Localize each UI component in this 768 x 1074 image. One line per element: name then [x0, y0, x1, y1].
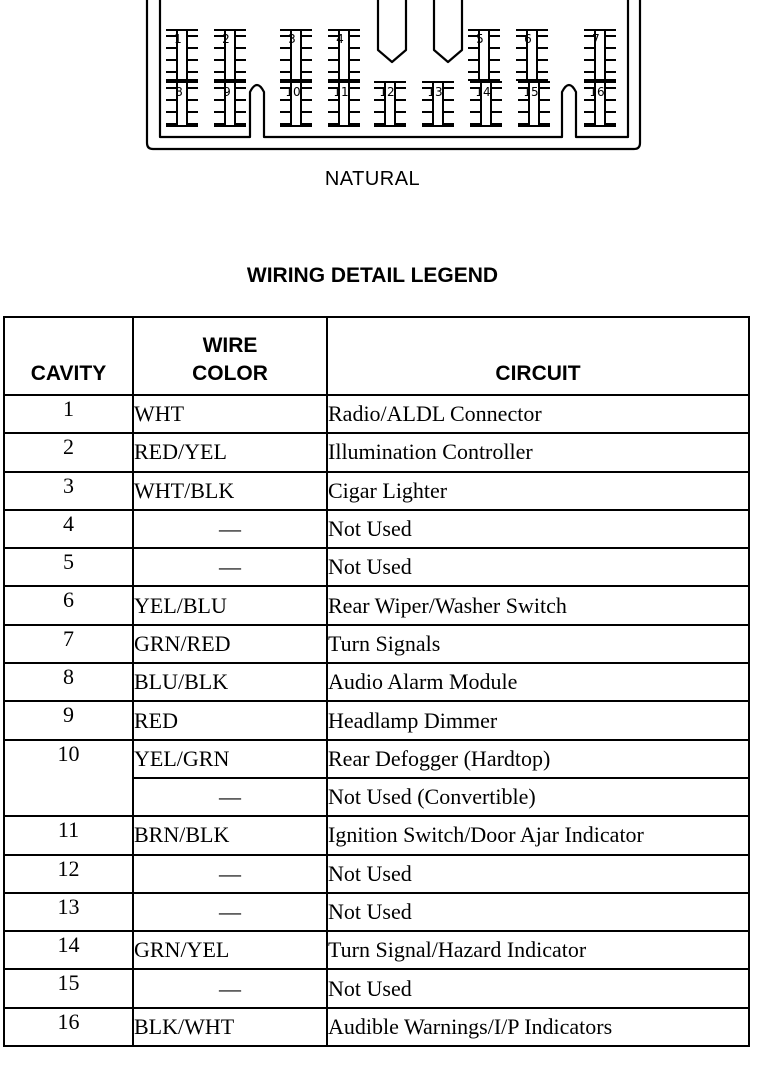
- table-row: [4, 586, 749, 624]
- wire-color-cell: —: [133, 510, 327, 548]
- wire-color-cell: YEL/GRN: [133, 740, 327, 778]
- cavity-number: 10: [285, 85, 301, 99]
- table-header-row: [4, 317, 749, 395]
- terminal-pin: [584, 30, 616, 80]
- cavity-number: 16: [589, 85, 605, 99]
- legend-title: WIRING DETAIL LEGEND: [246, 264, 499, 287]
- wire-color-cell: YEL/BLU: [133, 586, 327, 624]
- header-cavity: CAVITY: [4, 317, 133, 395]
- table-row: [4, 663, 749, 701]
- circuit-cell: Cigar Lighter: [327, 472, 749, 510]
- wire-color-cell: BLK/WHT: [133, 1008, 327, 1046]
- cavity-number: 7: [592, 32, 600, 46]
- cavity-cell: 3: [4, 472, 133, 510]
- cavity-number: 1: [174, 32, 182, 46]
- circuit-cell: Turn Signals: [327, 625, 749, 663]
- wire-color-cell: —: [133, 893, 327, 931]
- cavity-cell: 11: [4, 816, 133, 854]
- circuit-cell: Not Used (Convertible): [327, 778, 749, 816]
- circuit-cell: Audible Warnings/I/P Indicators: [327, 1008, 749, 1046]
- table-row: [4, 548, 749, 586]
- cavity-number: 3: [288, 32, 296, 46]
- cavity-cell: 8: [4, 663, 133, 701]
- cavity-number: 6: [524, 32, 532, 46]
- wire-color-cell: RED: [133, 701, 327, 739]
- cavity-number: 15: [523, 85, 539, 99]
- header-wire-color: WIRE COLOR: [133, 317, 327, 395]
- connector-color-label: NATURAL: [324, 168, 421, 190]
- wire-color-cell: —: [133, 969, 327, 1007]
- terminal-pin: [328, 30, 360, 80]
- table-row: [4, 855, 749, 893]
- circuit-cell: Not Used: [327, 855, 749, 893]
- circuit-cell: Turn Signal/Hazard Indicator: [327, 931, 749, 969]
- table-row: [4, 1008, 749, 1046]
- circuit-cell: Headlamp Dimmer: [327, 701, 749, 739]
- cavity-number: 13: [427, 85, 443, 99]
- circuit-cell: Audio Alarm Module: [327, 663, 749, 701]
- wire-color-cell: GRN/RED: [133, 625, 327, 663]
- terminal-pin: [516, 30, 548, 80]
- terminal-pin: [214, 30, 246, 80]
- terminal-pin: [468, 30, 500, 80]
- cavity-number: 4: [336, 32, 344, 46]
- circuit-cell: Not Used: [327, 510, 749, 548]
- cavity-cell: 2: [4, 433, 133, 471]
- wire-color-cell: WHT: [133, 395, 327, 433]
- wiring-legend-table: [3, 316, 750, 1047]
- circuit-cell: Rear Wiper/Washer Switch: [327, 586, 749, 624]
- circuit-cell: Ignition Switch/Door Ajar Indicator: [327, 816, 749, 854]
- wire-color-cell: —: [133, 778, 327, 816]
- cavity-number: 12: [379, 85, 395, 99]
- table-row: [4, 625, 749, 663]
- terminal-pin: [280, 30, 312, 80]
- header-circuit: CIRCUIT: [327, 317, 749, 395]
- table-row: [4, 472, 749, 510]
- cavity-cell: 1: [4, 395, 133, 433]
- cavity-cell: 14: [4, 931, 133, 969]
- table-row: [4, 510, 749, 548]
- connector-notch: [434, 0, 462, 62]
- wire-color-cell: BRN/BLK: [133, 816, 327, 854]
- table-row: [4, 931, 749, 969]
- cavity-number: 9: [223, 85, 231, 99]
- cavity-cell: 15: [4, 969, 133, 1007]
- circuit-cell: Not Used: [327, 893, 749, 931]
- cavity-cell: 6: [4, 586, 133, 624]
- wire-color-cell: GRN/YEL: [133, 931, 327, 969]
- circuit-cell: Not Used: [327, 969, 749, 1007]
- table-row: [4, 395, 749, 433]
- wire-color-cell: —: [133, 548, 327, 586]
- table-row: [4, 969, 749, 1007]
- cavity-cell: 7: [4, 625, 133, 663]
- terminal-pin: [166, 30, 198, 80]
- wire-color-cell: BLU/BLK: [133, 663, 327, 701]
- cavity-cell: 5: [4, 548, 133, 586]
- wire-color-cell: —: [133, 855, 327, 893]
- cavity-cell: 10: [4, 740, 133, 817]
- cavity-cell: 9: [4, 701, 133, 739]
- cavity-number: 2: [222, 32, 230, 46]
- cavity-cell: 4: [4, 510, 133, 548]
- circuit-cell: Radio/ALDL Connector: [327, 395, 749, 433]
- table-row: [4, 816, 749, 854]
- table-row: [4, 893, 749, 931]
- cavity-cell: 16: [4, 1008, 133, 1046]
- cavity-cell: 13: [4, 893, 133, 931]
- cavity-number: 8: [175, 85, 183, 99]
- circuit-cell: Not Used: [327, 548, 749, 586]
- cavity-number: 11: [333, 85, 349, 99]
- circuit-cell: Rear Defogger (Hardtop): [327, 740, 749, 778]
- circuit-cell: Illumination Controller: [327, 433, 749, 471]
- cavity-number: 5: [476, 32, 484, 46]
- connector-notch: [378, 0, 406, 62]
- wire-color-cell: WHT/BLK: [133, 472, 327, 510]
- table-row: [4, 433, 749, 471]
- cavity-number: 14: [475, 85, 491, 99]
- cavity-cell: 12: [4, 855, 133, 893]
- wire-color-cell: RED/YEL: [133, 433, 327, 471]
- table-row: [4, 740, 749, 778]
- connector-diagram: [0, 0, 768, 160]
- table-row: [4, 701, 749, 739]
